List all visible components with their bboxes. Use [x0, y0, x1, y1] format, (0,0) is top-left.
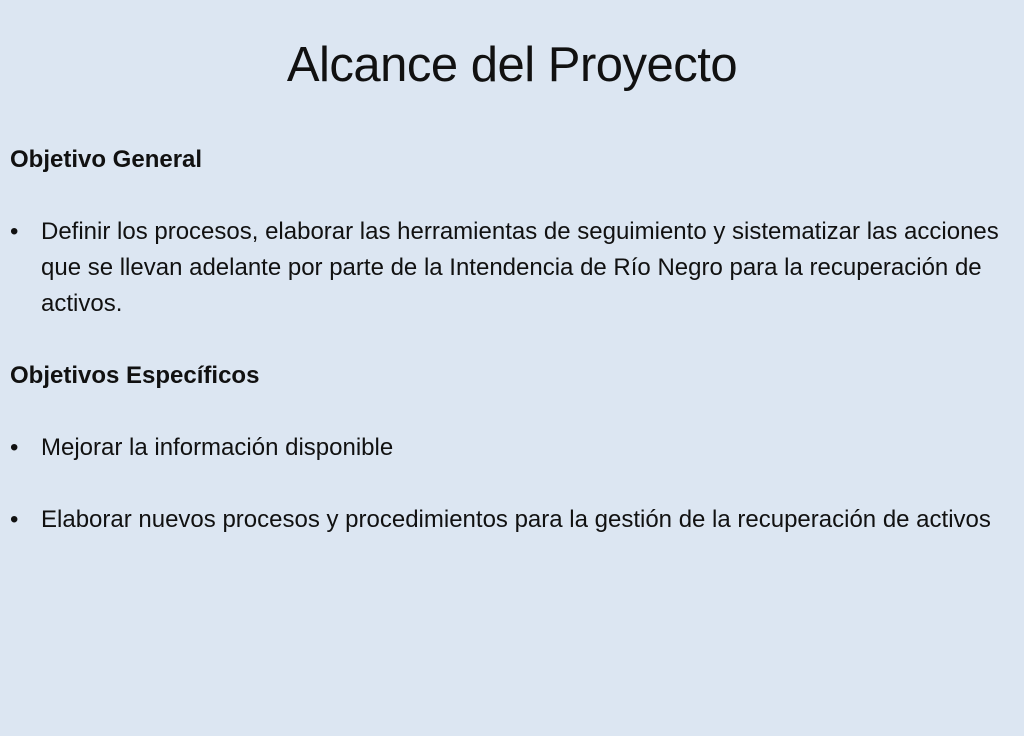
general-objective-text: Definir los procesos, elaborar las herramientas de seguimiento y sistematizar las acciones que se llevan adelante por parte de la Intendencia de Río Negro para la recuperación de activos. [41, 218, 999, 317]
specific-objectives-list [10, 430, 1016, 466]
spacer [10, 394, 1016, 430]
specific-objective-text: Mejorar la información disponible [41, 434, 394, 461]
general-objective-list [10, 214, 1016, 322]
specific-objective-item [10, 502, 1016, 538]
general-objective-item [10, 214, 1016, 322]
spacer [10, 322, 1016, 358]
specific-objective-text: Elaborar nuevos procesos y procedimientos para la gestión de la recuperación de activos [41, 506, 991, 533]
spacer [10, 178, 1016, 214]
bullet-icon: • [10, 506, 19, 533]
specific-objectives-heading: Objetivos Específicos [10, 362, 260, 389]
specific-objectives-list-2 [10, 502, 1016, 538]
specific-objective-item [10, 430, 1016, 466]
slide-title: Alcance del Proyecto [286, 38, 738, 92]
general-objective-heading: Objetivo General [10, 146, 203, 173]
bullet-icon: • [10, 218, 19, 245]
slide-body [10, 142, 1016, 538]
bullet-icon: • [10, 434, 19, 461]
spacer [10, 466, 1016, 502]
